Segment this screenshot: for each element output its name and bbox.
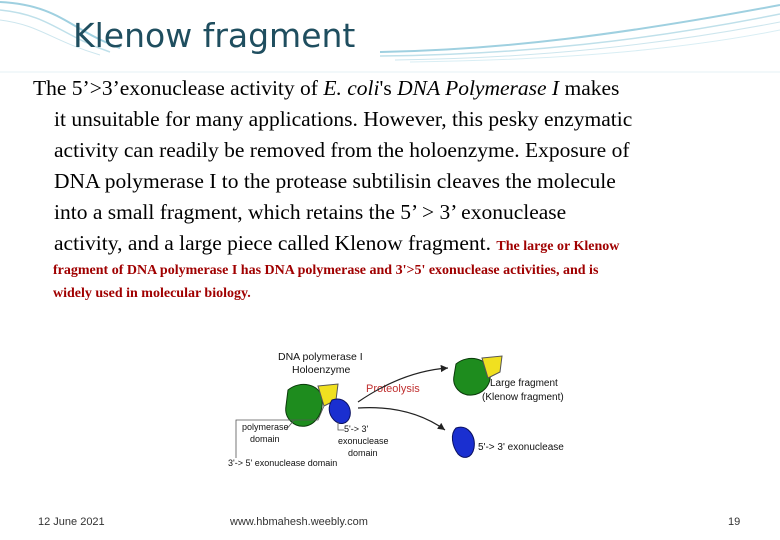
ecoli-italic: E. coli: [323, 76, 380, 100]
large-fragment-label-2: (Klenow fragment): [482, 392, 564, 403]
body-line-1-text: The 5’>3’exonuclease activity of: [33, 76, 324, 100]
large-fragment-label-1: Large fragment: [490, 378, 558, 389]
footer-date: 12 June 2021: [38, 516, 105, 528]
body-line-6: [33, 228, 763, 259]
exo35-label: 3'-> 5' exonuclease domain: [228, 458, 338, 468]
body-line-2: it unsuitable for many applications. However, this pesky enzymatic: [54, 107, 633, 131]
proteolysis-label: Proteolysis: [366, 383, 420, 395]
slide-title: Klenow fragment: [73, 16, 356, 55]
body-line-4: DNA polymerase I to the protease subtilisin cleaves the molecule: [54, 169, 616, 193]
body-line-1: [33, 73, 763, 104]
dna-pol-italic: DNA Polymerase I: [397, 76, 560, 100]
red-note: [53, 259, 763, 305]
arrow-to-small-fragment-icon: [358, 408, 445, 430]
exo53-domain-shape: [329, 399, 350, 423]
body-line-3: activity can readily be removed from the holoenzyme. Exposure of: [54, 138, 630, 162]
red-note-start: The large or Klenow: [496, 239, 620, 254]
body-line-5: into a small fragment, which retains the 5’ > 3’ exonuclease: [54, 200, 567, 224]
red-note-line-1: fragment of DNA polymerase I has DNA polymerase and 3'>5' exonuclease activities, and is: [53, 263, 599, 278]
red-note-line-2: widely used in molecular biology.: [53, 286, 251, 301]
holoenzyme-label-1: DNA polymerase I: [278, 351, 363, 363]
body-line-1-end: makes: [559, 76, 620, 100]
exo53-label-3: domain: [348, 448, 378, 458]
klenow-diagram: [220, 340, 580, 480]
footer-url: www.hbmahesh.weebly.com: [230, 516, 368, 528]
small-fragment-shape: [452, 427, 474, 457]
holoenzyme-label-2: Holoenzyme: [292, 364, 351, 376]
small-fragment-label: 5'-> 3' exonuclease: [478, 442, 564, 453]
body-line-1-mid: 's: [379, 76, 398, 100]
exo53-label-1: 5'-> 3': [344, 424, 369, 434]
exo53-label-2: exonuclease: [338, 436, 389, 446]
body-paragraph: [33, 73, 763, 259]
body-line-6-text: activity, and a large piece called Klenow fragment.: [54, 231, 497, 255]
polymerase-domain-label-2: domain: [250, 434, 280, 444]
footer-page-number: 19: [728, 516, 741, 528]
polymerase-domain-label-1: polymerase: [242, 422, 289, 432]
